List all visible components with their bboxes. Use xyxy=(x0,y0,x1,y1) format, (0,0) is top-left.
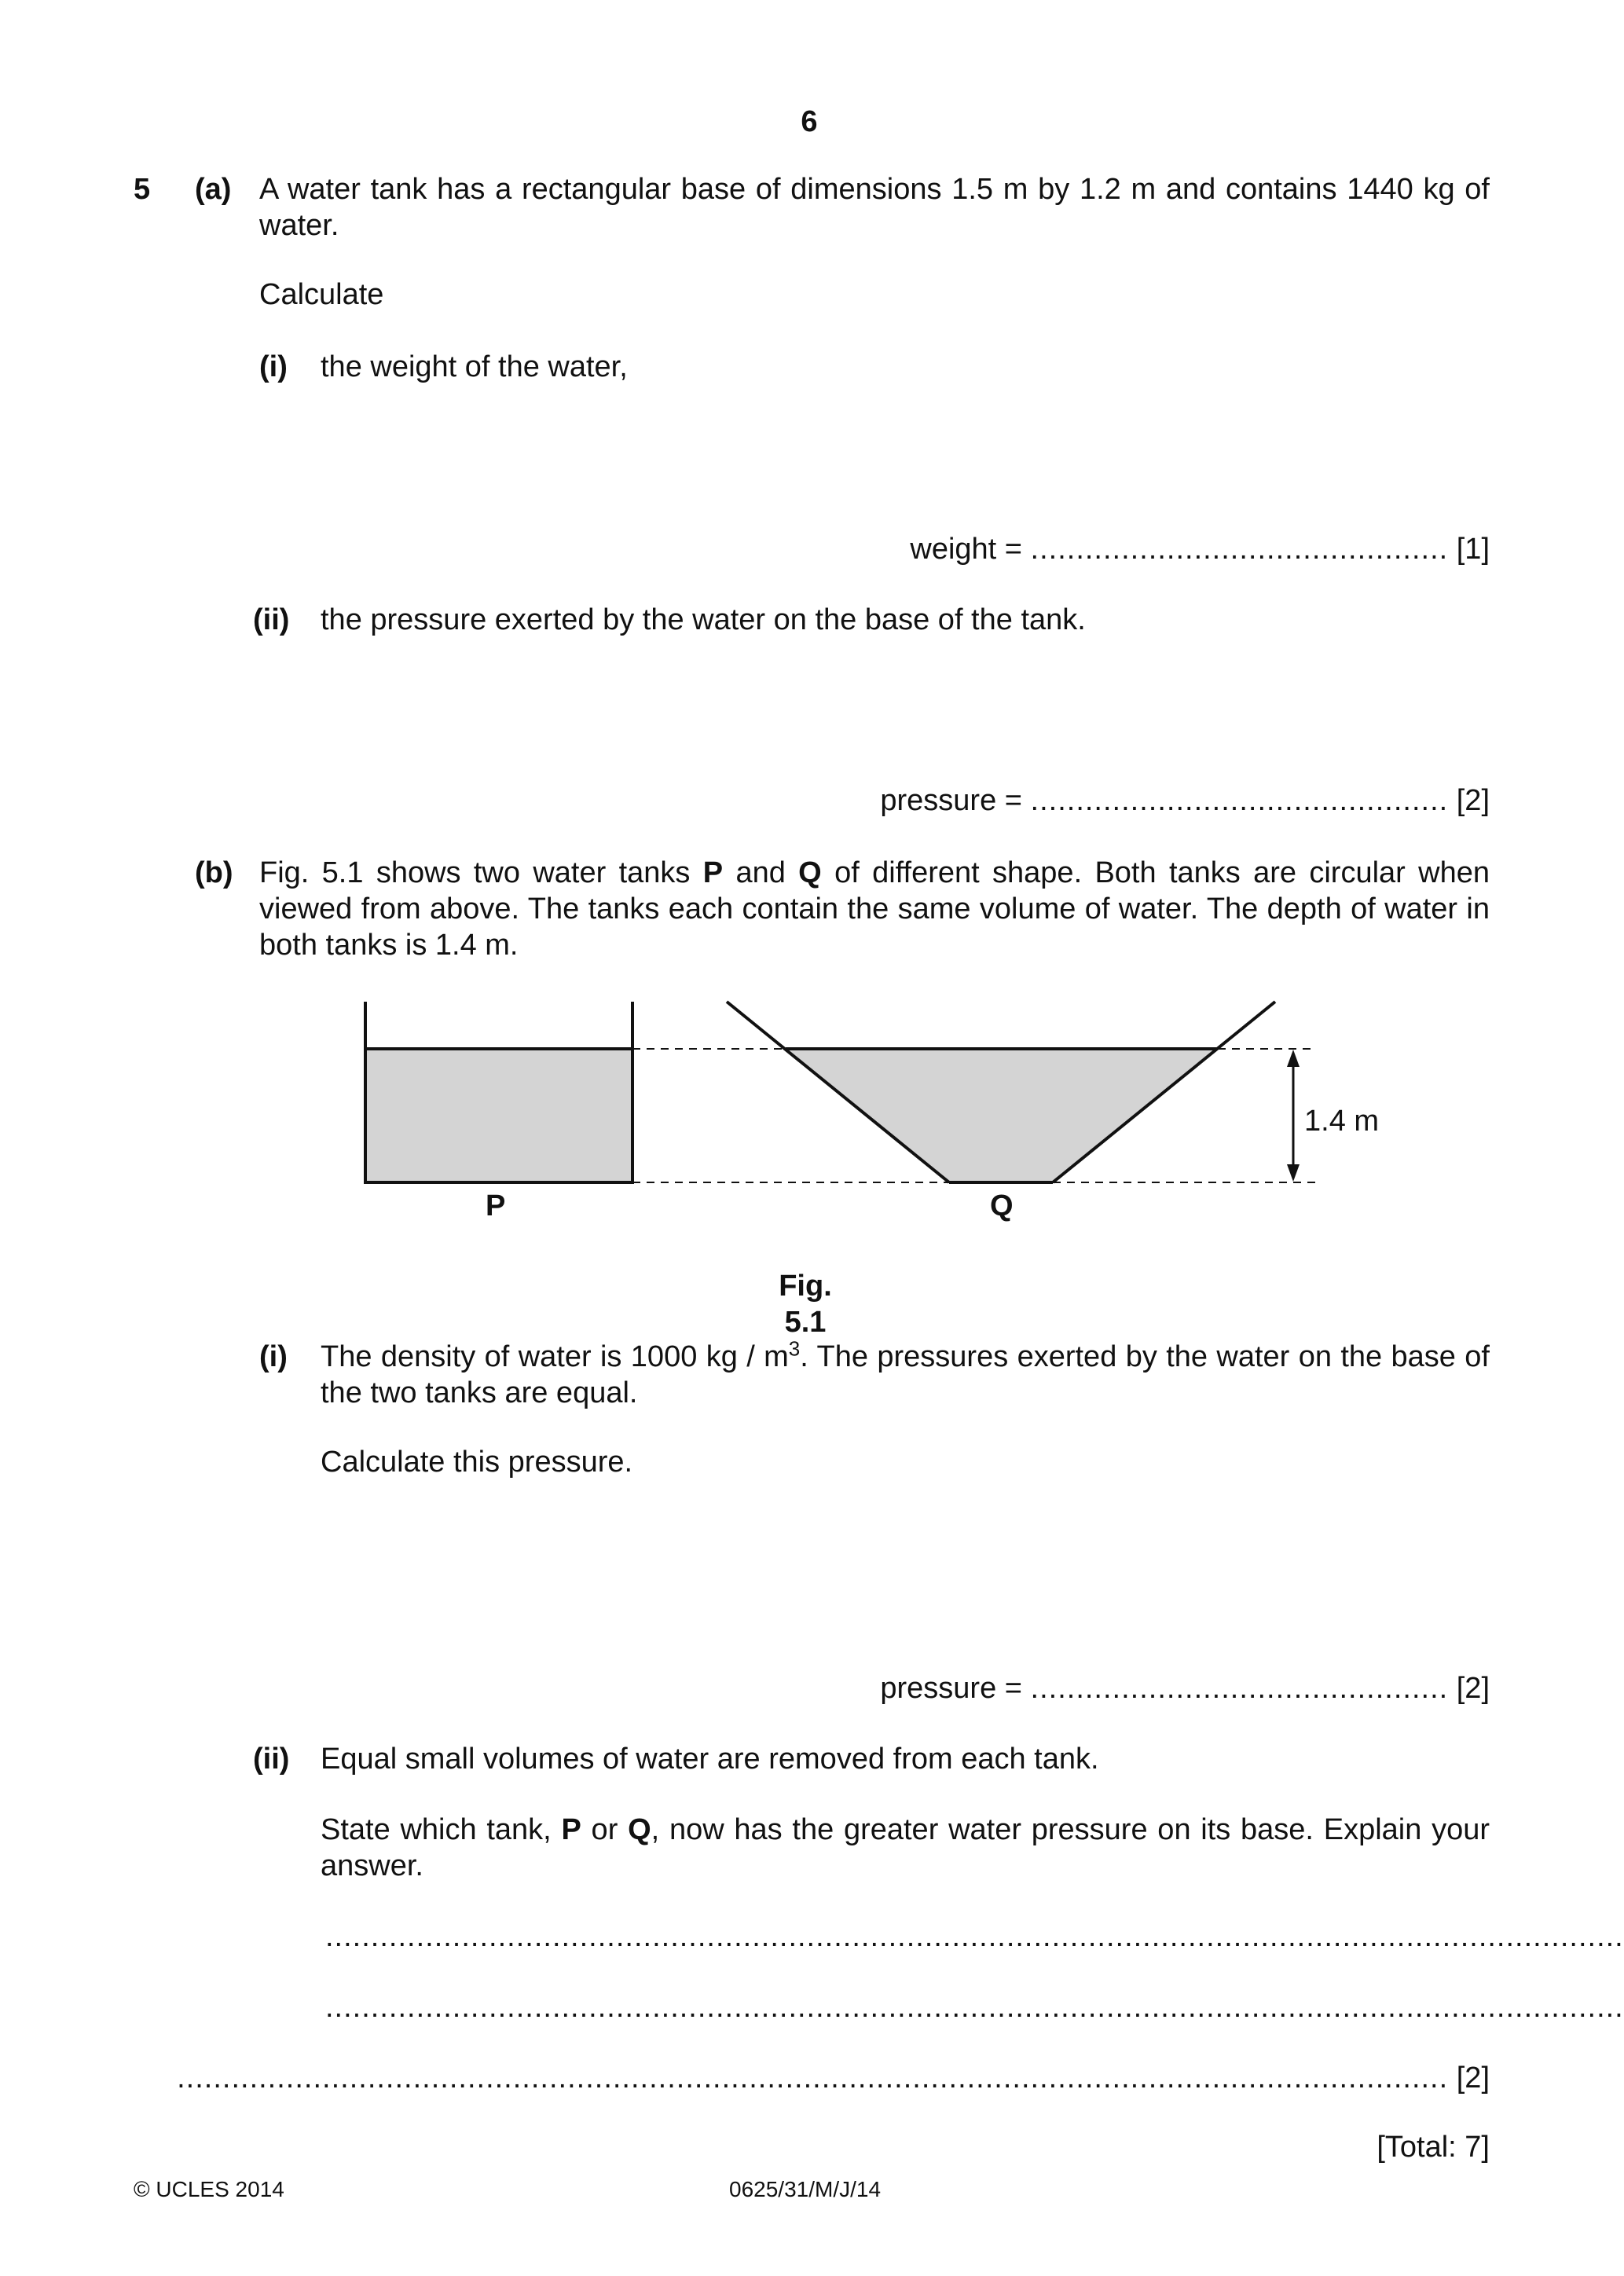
marks-a-i: [1] xyxy=(1456,533,1490,566)
page-number: 6 xyxy=(801,105,818,138)
footer-code: 0625/31/M/J/14 xyxy=(729,2177,882,2201)
footer-copyright: © UCLES 2014 xyxy=(134,2177,284,2201)
tank-q-water xyxy=(786,1049,1218,1182)
part-b-ii-question: State which tank, P or Q, now has the greater water pressure on its base. Explain your answer. xyxy=(321,1813,1490,1882)
weight-answer-dots[interactable]: .............................................. xyxy=(1030,533,1449,566)
pressure-b-answer-dots[interactable]: .............................................. xyxy=(1030,1672,1449,1705)
pressure-a-answer-label: pressure = xyxy=(880,784,1022,817)
part-a-ii-text: the pressure exerted by the water on the base of the tank. xyxy=(321,603,1086,636)
answer-line-3[interactable]: ............................................................................................................................................ xyxy=(177,2062,1449,2095)
tank-p-label: P xyxy=(486,1189,506,1222)
part-a-ii-label: (ii) xyxy=(253,603,290,636)
part-a-instruction: Calculate xyxy=(259,278,384,311)
marks-b-ii: [2] xyxy=(1456,2062,1490,2095)
depth-arrow-head-bottom xyxy=(1287,1164,1300,1182)
part-b-i-label: (i) xyxy=(259,1340,288,1373)
part-b-i-instruction: Calculate this pressure. xyxy=(321,1446,633,1479)
part-a-i-text: the weight of the water, xyxy=(321,350,628,383)
part-a-label: (a) xyxy=(195,173,232,206)
depth-label: 1.4 m xyxy=(1304,1105,1380,1138)
part-b-i-text: The density of water is 1000 kg / $m^3$. The pressures exerted by the water on the base of the two tanks are equal. xyxy=(321,1336,1490,1409)
depth-arrow-head-top xyxy=(1287,1050,1300,1067)
part-b-text: Fig. 5.1 shows two water tanks P and Q of different shape. Both tanks are circular when viewed from above. The tanks each contain the same volume of water. The depth of water in both tanks is 1.4 m. xyxy=(259,856,1490,962)
question-number: 5 xyxy=(134,173,151,206)
part-b-ii-text: Equal small volumes of water are removed from each tank. xyxy=(321,1743,1099,1776)
marks-b-i: [2] xyxy=(1456,1672,1490,1705)
part-b-ii-label: (ii) xyxy=(253,1743,290,1776)
part-a-i-label: (i) xyxy=(259,350,288,383)
marks-a-ii: [2] xyxy=(1456,784,1490,817)
weight-answer-label: weight = xyxy=(910,533,1022,566)
tank-q-label: Q xyxy=(990,1189,1014,1222)
pressure-a-answer-dots[interactable]: .............................................. xyxy=(1030,784,1449,817)
tank-p-water xyxy=(365,1049,632,1182)
total-marks: [Total: 7] xyxy=(1377,2131,1490,2164)
pressure-b-answer-label: pressure = xyxy=(880,1672,1022,1705)
figure-caption: Fig. 5.1 xyxy=(779,1270,832,1339)
answer-line-3-row[interactable] xyxy=(177,2060,1490,2096)
part-a-text: A water tank has a rectangular base of dimensions 1.5 m by 1.2 m and contains 1440 kg of water. xyxy=(259,173,1490,242)
part-b-label: (b) xyxy=(195,856,233,889)
pressure-b-answer-line[interactable] xyxy=(880,1670,1490,1706)
answer-line-2[interactable]: ............................................................................................................................................... xyxy=(325,1991,1624,2024)
answer-line-1[interactable]: ............................................................................................................................................... xyxy=(325,1920,1624,1953)
